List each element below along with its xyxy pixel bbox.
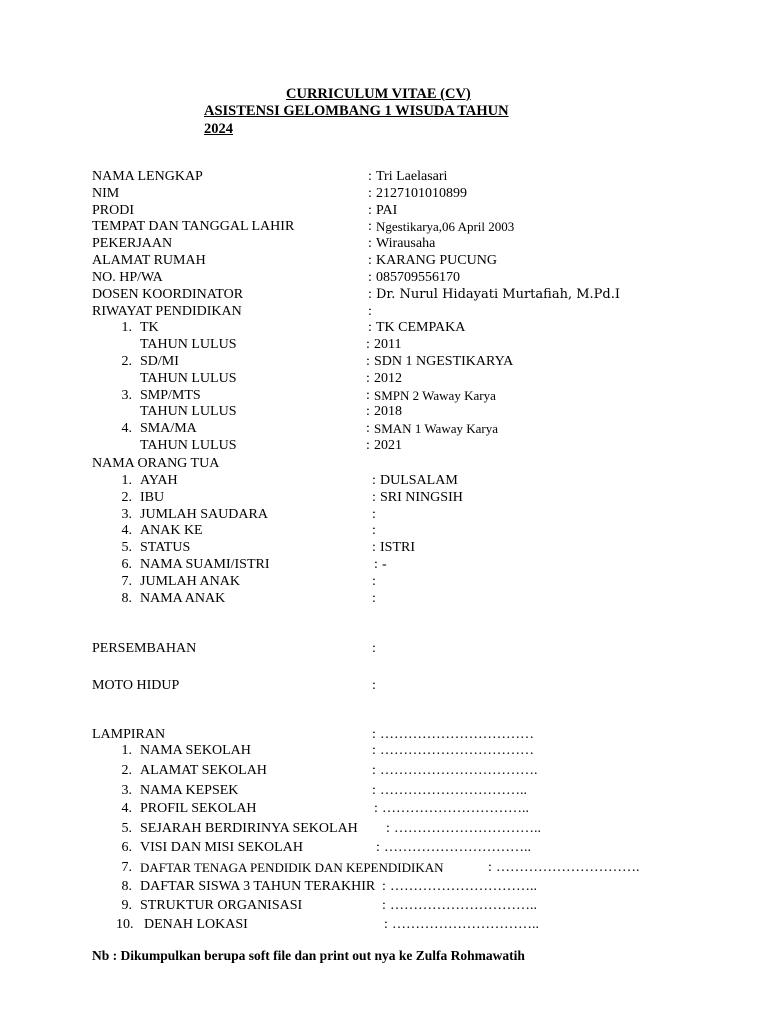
item-value: - xyxy=(382,557,387,572)
field-value: Wirausaha xyxy=(376,236,436,251)
field-label: TEMPAT DAN TANGGAL LAHIR xyxy=(92,219,295,234)
field-colon: : xyxy=(368,270,372,285)
item-label: TAHUN LULUS xyxy=(140,371,237,386)
item-value: SMAN 1 Waway Karya xyxy=(374,421,498,436)
item-label: TAHUN LULUS xyxy=(140,438,237,453)
field-label: LAMPIRAN xyxy=(92,727,166,742)
field-value: 085709556170 xyxy=(376,270,460,285)
lampiran-item xyxy=(0,743,768,760)
field-colon: : xyxy=(382,879,386,894)
item-number: 2. xyxy=(121,763,132,778)
item-value: SDN 1 NGESTIKARYA xyxy=(374,354,514,369)
field-colon: : xyxy=(384,917,388,932)
item-label: DAFTAR TENAGA PENDIDIK DAN KEPENDIDIKAN xyxy=(140,860,444,875)
item-value: ………………………….. xyxy=(384,840,531,855)
field-colon: : xyxy=(372,490,376,505)
item-label: PROFIL SEKOLAH xyxy=(140,801,257,816)
orang-tua-item xyxy=(0,473,768,490)
section-heading: NAMA ORANG TUA xyxy=(92,456,220,471)
item-value: ………………………….. xyxy=(390,879,537,894)
item-number: 3. xyxy=(121,507,132,522)
pendidikan-tahun-lulus xyxy=(0,438,768,455)
field-colon: : xyxy=(386,821,390,836)
item-number: 4. xyxy=(121,801,132,816)
item-label: TAHUN LULUS xyxy=(140,337,237,352)
item-value: ……………………………. xyxy=(380,763,538,778)
field-lampiran xyxy=(0,727,768,744)
field-label: NAMA LENGKAP xyxy=(92,169,203,184)
field-alamat xyxy=(0,253,768,270)
field-colon: : xyxy=(366,371,370,386)
item-value: 2011 xyxy=(374,337,402,352)
doc-year: 2024 xyxy=(204,121,233,137)
item-label: TAHUN LULUS xyxy=(140,404,237,419)
orang-tua-item xyxy=(0,507,768,524)
field-colon: : xyxy=(372,678,376,693)
item-label: NAMA SUAMI/ISTRI xyxy=(140,557,270,572)
field-label: DOSEN KOORDINATOR xyxy=(92,287,244,302)
field-colon: : xyxy=(366,388,370,403)
pendidikan-item xyxy=(0,354,768,371)
field-colon: : xyxy=(368,253,372,268)
field-nama-lengkap xyxy=(0,169,768,186)
pendidikan-item xyxy=(0,388,768,405)
field-nim xyxy=(0,186,768,203)
pendidikan-tahun-lulus xyxy=(0,371,768,388)
item-label: STATUS xyxy=(140,540,191,555)
field-colon: : xyxy=(368,236,372,251)
item-number: 2. xyxy=(121,490,132,505)
orang-tua-heading xyxy=(0,456,768,473)
field-moto-hidup xyxy=(0,678,768,695)
field-colon: : xyxy=(372,641,376,656)
item-label: STRUKTUR ORGANISASI xyxy=(140,898,303,913)
item-label: JUMLAH ANAK xyxy=(140,574,240,589)
lampiran-item xyxy=(0,840,768,857)
field-colon: : xyxy=(488,860,492,875)
lampiran-item xyxy=(0,801,768,818)
item-label: DENAH LOKASI xyxy=(144,917,248,932)
item-number: 4. xyxy=(121,421,132,436)
field-colon: : xyxy=(366,354,370,369)
item-number: 9. xyxy=(121,898,132,913)
item-number: 6. xyxy=(121,840,132,855)
item-label: IBU xyxy=(140,490,165,505)
field-hp xyxy=(0,270,768,287)
item-number: 2. xyxy=(121,354,132,369)
lampiran-item xyxy=(0,860,768,877)
field-label: RIWAYAT PENDIDIKAN xyxy=(92,304,242,319)
item-number: 4. xyxy=(121,523,132,538)
field-colon: : xyxy=(374,557,378,572)
item-label: SMA/MA xyxy=(140,421,197,436)
item-number: 5. xyxy=(121,821,132,836)
orang-tua-item xyxy=(0,574,768,591)
field-colon: : xyxy=(372,743,376,758)
item-number: 3. xyxy=(121,388,132,403)
field-colon: : xyxy=(372,574,376,589)
pendidikan-tahun-lulus xyxy=(0,404,768,421)
field-label: PERSEMBAHAN xyxy=(92,641,197,656)
orang-tua-item xyxy=(0,591,768,608)
lampiran-item xyxy=(0,898,768,915)
field-prodi xyxy=(0,203,768,220)
pendidikan-item xyxy=(0,421,768,438)
field-colon: : xyxy=(366,404,370,419)
item-label: ANAK KE xyxy=(140,523,203,538)
field-colon: : xyxy=(368,287,372,302)
field-value: …………………………… xyxy=(380,727,534,742)
item-number: 6. xyxy=(121,557,132,572)
field-value: Ngestikarya,06 April 2003 xyxy=(376,219,515,234)
item-number: 1. xyxy=(121,743,132,758)
orang-tua-item xyxy=(0,540,768,557)
field-colon: : xyxy=(368,186,372,201)
lampiran-item xyxy=(0,783,768,800)
field-colon: : xyxy=(368,304,372,319)
item-label: AYAH xyxy=(140,473,178,488)
field-colon: : xyxy=(372,783,376,798)
item-value: 2021 xyxy=(374,438,402,453)
item-number: 7. xyxy=(121,860,132,875)
field-value: PAI xyxy=(376,203,398,218)
field-label: MOTO HIDUP xyxy=(92,678,180,693)
field-label: PRODI xyxy=(92,203,135,218)
item-number: 8. xyxy=(121,591,132,606)
field-label: NIM xyxy=(92,186,120,201)
field-colon: : xyxy=(372,763,376,778)
item-label: NAMA ANAK xyxy=(140,591,226,606)
item-number: 10. xyxy=(116,917,134,932)
field-riwayat-pendidikan xyxy=(0,304,768,321)
item-value: 2018 xyxy=(374,404,402,419)
item-value: ISTRI xyxy=(380,540,415,555)
field-pekerjaan xyxy=(0,236,768,253)
lampiran-item xyxy=(0,821,768,838)
field-colon: : xyxy=(366,438,370,453)
pendidikan-item xyxy=(0,320,768,337)
item-value: SMPN 2 Waway Karya xyxy=(374,388,496,403)
pendidikan-tahun-lulus xyxy=(0,337,768,354)
field-value: 2127101010899 xyxy=(376,186,467,201)
item-value: ………………………….. xyxy=(380,783,527,798)
item-label: SD/MI xyxy=(140,354,179,369)
item-label: DAFTAR SISWA 3 TAHUN TERAKHIR xyxy=(140,879,376,894)
field-value: Dr. Nurul Hidayati Murtafiah, M.Pd.I xyxy=(376,287,620,302)
field-colon: : xyxy=(372,591,376,606)
orang-tua-item xyxy=(0,523,768,540)
doc-subtitle: ASISTENSI GELOMBANG 1 WISUDA TAHUN xyxy=(204,103,509,119)
lampiran-item xyxy=(0,763,768,780)
item-value: 2012 xyxy=(374,371,402,386)
orang-tua-item xyxy=(0,557,768,574)
field-colon: : xyxy=(368,219,372,234)
item-number: 3. xyxy=(121,783,132,798)
field-colon: : xyxy=(366,337,370,352)
field-colon: : xyxy=(374,801,378,816)
field-colon: : xyxy=(368,169,372,184)
item-value: …………………………. xyxy=(496,860,640,875)
field-colon: : xyxy=(372,523,376,538)
lampiran-item xyxy=(0,879,768,896)
item-label: ALAMAT SEKOLAH xyxy=(140,763,267,778)
field-value: KARANG PUCUNG xyxy=(376,253,497,268)
item-number: 1. xyxy=(121,473,132,488)
item-label: NAMA SEKOLAH xyxy=(140,743,251,758)
field-colon: : xyxy=(366,421,370,436)
item-value: ………………………….. xyxy=(392,917,539,932)
item-value: ………………………….. xyxy=(382,801,529,816)
item-value: ………………………….. xyxy=(390,898,537,913)
field-colon: : xyxy=(368,203,372,218)
field-colon: : xyxy=(372,507,376,522)
field-colon: : xyxy=(376,840,380,855)
lampiran-item xyxy=(0,917,768,934)
field-label: NO. HP/WA xyxy=(92,270,163,285)
field-colon: : xyxy=(372,540,376,555)
field-colon: : xyxy=(372,473,376,488)
field-label: ALAMAT RUMAH xyxy=(92,253,206,268)
item-value: …………………………… xyxy=(380,743,534,758)
field-colon: : xyxy=(382,898,386,913)
field-label: PEKERJAAN xyxy=(92,236,173,251)
item-value: ………………………….. xyxy=(394,821,541,836)
item-number: 7. xyxy=(121,574,132,589)
item-label: TK xyxy=(140,320,159,335)
item-value: TK CEMPAKA xyxy=(376,320,466,335)
field-colon: : xyxy=(368,320,372,335)
field-ttl xyxy=(0,219,768,236)
field-persembahan xyxy=(0,641,768,658)
item-value: SRI NINGSIH xyxy=(380,490,463,505)
item-number: 8. xyxy=(121,879,132,894)
field-dosen xyxy=(0,287,768,304)
item-label: SMP/MTS xyxy=(140,388,201,403)
footer-note: Nb : Dikumpulkan berupa soft file dan print out nya ke Zulfa Rohmawatih xyxy=(92,948,525,963)
item-number: 1. xyxy=(121,320,132,335)
item-label: NAMA KEPSEK xyxy=(140,783,239,798)
item-label: JUMLAH SAUDARA xyxy=(140,507,268,522)
item-label: SEJARAH BERDIRINYA SEKOLAH xyxy=(140,821,358,836)
doc-title: CURRICULUM VITAE (CV) xyxy=(286,86,471,102)
field-colon: : xyxy=(372,727,376,742)
item-number: 5. xyxy=(121,540,132,555)
orang-tua-item xyxy=(0,490,768,507)
field-value: Tri Laelasari xyxy=(376,169,448,184)
item-label: VISI DAN MISI SEKOLAH xyxy=(140,840,303,855)
item-value: DULSALAM xyxy=(380,473,458,488)
